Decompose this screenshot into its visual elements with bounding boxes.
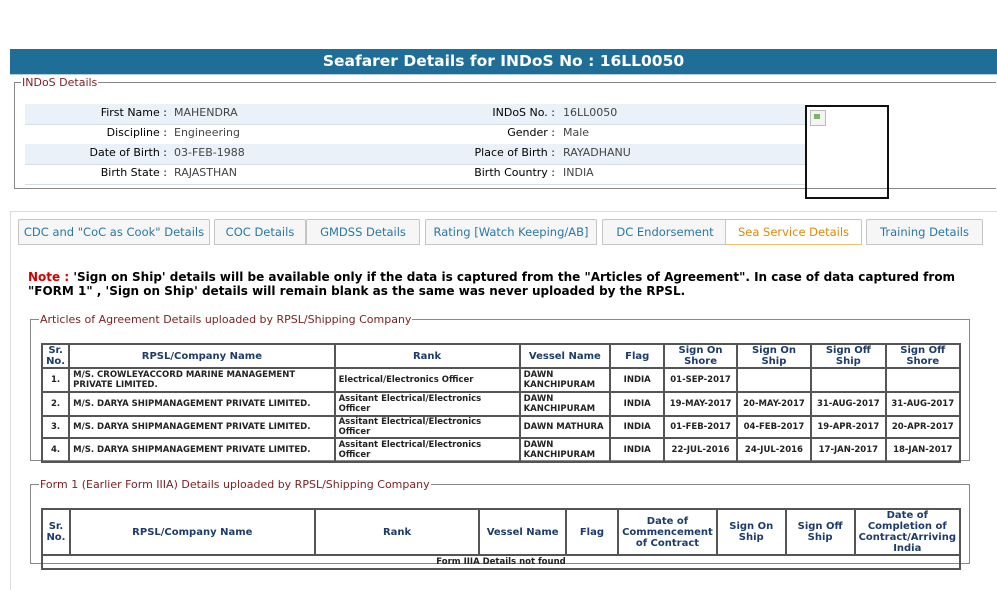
cell-sign-on-shore: 22-JUL-2016 <box>664 438 736 462</box>
empty-message: Form IIIA Details not found <box>42 555 960 569</box>
col-vessel: Vessel Name <box>520 344 610 368</box>
cell-flag: INDIA <box>610 416 664 438</box>
col-flag: Flag <box>566 509 618 555</box>
first-name-value: MAHENDRA <box>174 106 238 119</box>
discipline-value: Engineering <box>174 126 240 139</box>
cell-sign-off-shore: 31-AUG-2017 <box>886 392 960 416</box>
col-sign-on-shore: Sign On Shore <box>664 344 736 368</box>
aoa-legend: Articles of Agreement Details uploaded by RPSL/Shipping Company <box>40 313 412 326</box>
gender-label: Gender : <box>507 126 555 139</box>
table-row <box>42 392 960 416</box>
tab-cdc-details[interactable]: CDC and "CoC as Cook" Details <box>18 219 210 245</box>
table-row <box>42 416 960 438</box>
cell-sign-on-ship <box>737 368 811 392</box>
cell-vessel: DAWN KANCHIPURAM <box>520 368 610 392</box>
col-flag: Flag <box>610 344 664 368</box>
form1-header-row <box>42 509 960 555</box>
cell-company: M/S. CROWLEYACCORD MARINE MANAGEMENT PRIVATE LIMITED. <box>69 368 334 392</box>
tab-gmdss-details[interactable]: GMDSS Details <box>306 219 420 245</box>
table-row <box>42 368 960 392</box>
tab-coc-details[interactable]: COC Details <box>214 219 306 245</box>
col-company: RPSL/Company Name <box>69 344 334 368</box>
cell-vessel: DAWN KANCHIPURAM <box>520 438 610 462</box>
aoa-header-row <box>42 344 960 368</box>
cell-sign-off-ship <box>811 368 885 392</box>
cell-sign-on-ship: 04-FEB-2017 <box>737 416 811 438</box>
seafarer-photo <box>805 105 889 199</box>
indos-no-value: 16LL0050 <box>563 106 618 119</box>
col-vessel: Vessel Name <box>479 509 565 555</box>
tab-rating-watch-keeping[interactable]: Rating [Watch Keeping/AB] <box>425 219 597 245</box>
indos-details-panel <box>14 76 996 189</box>
tab-dc-endorsement[interactable]: DC Endorsement <box>602 219 728 245</box>
cell-sr-no: 4. <box>42 438 69 462</box>
cell-rank: Electrical/Electronics Officer <box>335 368 520 392</box>
articles-of-agreement-panel <box>30 313 970 461</box>
cell-flag: INDIA <box>610 368 664 392</box>
birth-state-value: RAJASTHAN <box>174 166 238 179</box>
cell-sign-off-shore <box>886 368 960 392</box>
cell-sr-no: 1. <box>42 368 69 392</box>
cell-sign-on-shore: 19-MAY-2017 <box>664 392 736 416</box>
detail-row <box>25 104 805 125</box>
aoa-table <box>41 343 961 463</box>
col-date-commencement: Date of Commencement of Contract <box>618 509 717 555</box>
dob-label: Date of Birth : <box>89 146 167 159</box>
note-label: Note : <box>28 270 70 284</box>
cell-sign-on-shore: 01-SEP-2017 <box>664 368 736 392</box>
gender-value: Male <box>563 126 590 139</box>
empty-row <box>42 555 960 569</box>
cell-company: M/S. DARYA SHIPMANAGEMENT PRIVATE LIMITED. <box>69 392 334 416</box>
cell-sign-on-shore: 01-FEB-2017 <box>664 416 736 438</box>
form1-table <box>41 508 961 570</box>
sign-on-note <box>28 270 978 298</box>
cell-vessel: DAWN MATHURA <box>520 416 610 438</box>
table-row <box>42 438 960 462</box>
col-company: RPSL/Company Name <box>70 509 315 555</box>
detail-row <box>25 164 805 185</box>
cell-flag: INDIA <box>610 438 664 462</box>
col-date-completion: Date of Completion of Contract/Arriving India <box>855 509 960 555</box>
cell-flag: INDIA <box>610 392 664 416</box>
col-sign-off-shore: Sign Off Shore <box>886 344 960 368</box>
place-of-birth-value: RAYADHANU <box>563 146 631 159</box>
cell-sign-off-ship: 31-AUG-2017 <box>811 392 885 416</box>
form1-panel <box>30 478 970 567</box>
first-name-label: First Name : <box>100 106 167 119</box>
birth-state-label: Birth State : <box>100 166 167 179</box>
detail-row <box>25 124 805 145</box>
cell-rank: Assitant Electrical/Electronics Officer <box>335 392 520 416</box>
col-sign-on-ship: Sign On Ship <box>717 509 786 555</box>
cell-sign-off-shore: 20-APR-2017 <box>886 416 960 438</box>
birth-country-value: INDIA <box>563 166 594 179</box>
tab-sea-service-details[interactable]: Sea Service Details <box>725 219 862 245</box>
dob-value: 03-FEB-1988 <box>174 146 245 159</box>
col-sr-no: Sr. No. <box>42 344 69 368</box>
col-sign-off-ship: Sign Off Ship <box>786 509 855 555</box>
cell-sr-no: 2. <box>42 392 69 416</box>
cell-vessel: DAWN KANCHIPURAM <box>520 392 610 416</box>
col-sign-off-ship: Sign Off Ship <box>811 344 885 368</box>
col-sign-on-ship: Sign On Ship <box>737 344 811 368</box>
cell-company: M/S. DARYA SHIPMANAGEMENT PRIVATE LIMITED. <box>69 438 334 462</box>
form1-legend: Form 1 (Earlier Form IIIA) Details uploaded by RPSL/Shipping Company <box>40 478 430 491</box>
detail-row <box>25 144 805 165</box>
indos-no-label: INDoS No. : <box>492 106 555 119</box>
page-title: Seafarer Details for INDoS No : 16LL0050 <box>10 49 997 75</box>
cell-sign-on-ship: 24-JUL-2016 <box>737 438 811 462</box>
cell-sign-off-ship: 17-JAN-2017 <box>811 438 885 462</box>
cell-sign-on-ship: 20-MAY-2017 <box>737 392 811 416</box>
cell-sign-off-ship: 19-APR-2017 <box>811 416 885 438</box>
col-rank: Rank <box>335 344 520 368</box>
birth-country-label: Birth Country : <box>474 166 555 179</box>
col-rank: Rank <box>315 509 480 555</box>
col-sr-no: Sr. No. <box>42 509 70 555</box>
tab-training-details[interactable]: Training Details <box>866 219 983 245</box>
indos-details-legend: INDoS Details <box>22 76 98 89</box>
cell-sign-off-shore: 18-JAN-2017 <box>886 438 960 462</box>
place-of-birth-label: Place of Birth : <box>474 146 555 159</box>
cell-sr-no: 3. <box>42 416 69 438</box>
broken-image-icon <box>810 110 826 126</box>
cell-rank: Assitant Electrical/Electronics Officer <box>335 438 520 462</box>
discipline-label: Discipline : <box>106 126 167 139</box>
cell-rank: Assitant Electrical/Electronics Officer <box>335 416 520 438</box>
cell-company: M/S. DARYA SHIPMANAGEMENT PRIVATE LIMITED. <box>69 416 334 438</box>
note-text: 'Sign on Ship' details will be available only if the data is captured from the "Articles of Agreement". In case of data captured from "FORM 1" , 'Sign on Ship' details will remain blank as the same was never uploaded by the RPSL. <box>28 270 956 298</box>
